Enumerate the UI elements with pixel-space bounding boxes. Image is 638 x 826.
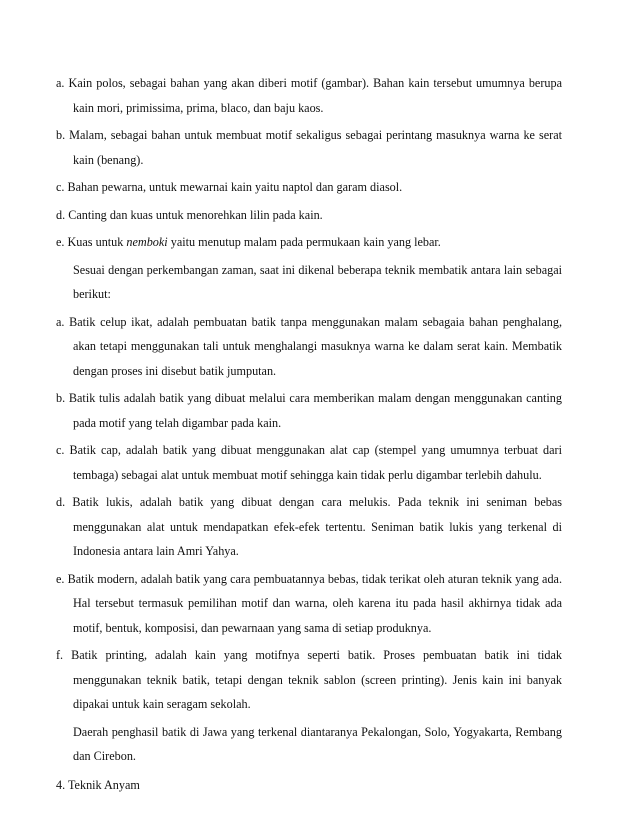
- technique-item-d: d. Batik lukis, adalah batik yang dibuat dengan cara melukis. Pada teknik ini seniman bebas menggunakan alat untuk mendapatkan efek-efek tertentu. Seniman batik lukis yang terkenal di Indonesia antara lain Amri Yahya.: [56, 495, 562, 558]
- material-item-b: b. Malam, sebagai bahan untuk membuat motif sekaligus sebagai perintang masuknya warna ke serat kain (benang).: [56, 128, 562, 167]
- technique-item-e: e. Batik modern, adalah batik yang cara pembuatannya bebas, tidak terikat oleh aturan teknik yang ada. Hal tersebut termasuk pemilihan motif dan warna, oleh karena itu pada hasil akhirnya tidak ada motif, bentuk, komposisi, dan pewarnaan yang sama di setiap produknya.: [56, 571, 562, 635]
- material-item-e-term: nemboki: [126, 235, 168, 249]
- document-page: [56, 71, 562, 797]
- material-item-e-suffix: yaitu menutup malam pada permukaan kain yang lebar.: [167, 235, 441, 249]
- technique-item-a: a. Batik celup ikat, adalah pembuatan batik tanpa menggunakan malam sebagaia bahan penghalang, akan tetapi menggunakan tali untuk menghalangi masuknya warna ke dalam serat kain. Membatik dengan proses ini disebut batik jumputan.: [56, 314, 562, 378]
- intro-paragraph: Sesuai dengan perkembangan zaman, saat ini dikenal beberapa teknik membatik antara lain sebagai berikut:: [73, 262, 562, 301]
- technique-item-f: f. Batik printing, adalah kain yang motifnya seperti batik. Proses pembuatan batik ini tidak menggunakan teknik batik, tetapi dengan teknik sablon (screen printing). Jenis kain ini banyak dipakai untuk kain seragam sekolah.: [56, 648, 562, 711]
- regions-paragraph: Daerah penghasil batik di Jawa yang terkenal diantaranya Pekalongan, Solo, Yogyakarta, Rembang dan Cirebon.: [73, 724, 562, 763]
- material-item-a: a. Kain polos, sebagai bahan yang akan diberi motif (gambar). Bahan kain tersebut umumnya berupa kain mori, primissima, prima, blaco, dan baju kaos.: [56, 76, 562, 115]
- technique-item-c: c. Batik cap, adalah batik yang dibuat menggunakan alat cap (stempel yang umumnya terbuat dari tembaga) sebagai alat untuk membuat motif sehingga kain tidak perlu digambar terlebih dahulu.: [56, 443, 562, 482]
- technique-item-b: b. Batik tulis adalah batik yang dibuat melalui cara memberikan malam dengan menggunakan canting pada motif yang telah digambar pada kain.: [56, 391, 562, 430]
- material-item-c: c. Bahan pewarna, untuk mewarnai kain yaitu naptol dan garam diasol.: [56, 180, 403, 194]
- material-item-e-prefix: e. Kuas untuk: [56, 235, 127, 249]
- material-item-e: [56, 230, 562, 255]
- section-heading-teknik-anyam: 4. Teknik Anyam: [56, 777, 140, 792]
- material-item-d: d. Canting dan kuas untuk menorehkan lilin pada kain.: [56, 207, 323, 222]
